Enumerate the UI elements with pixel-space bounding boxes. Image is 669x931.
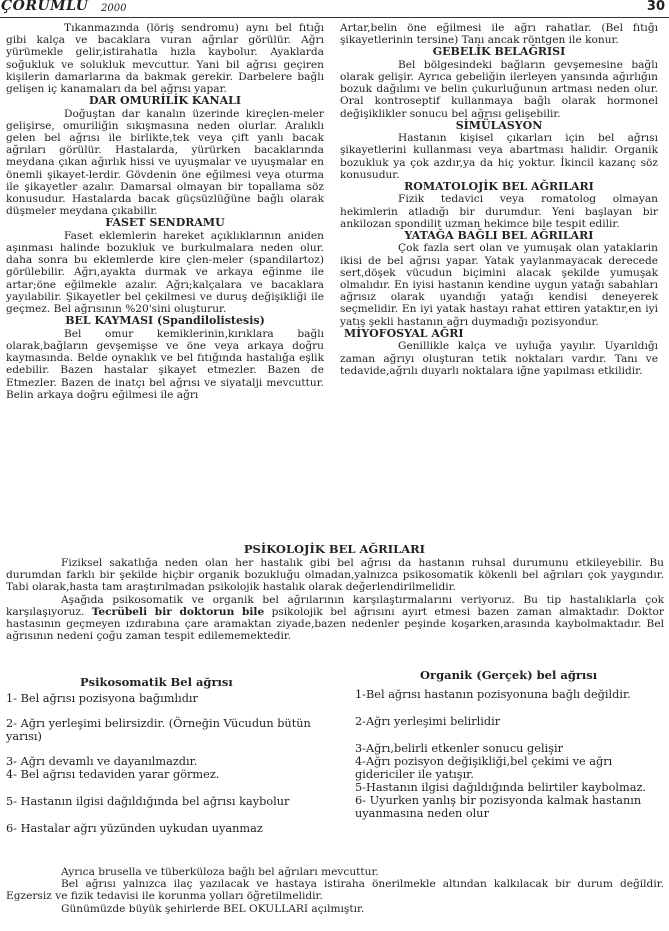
section-heading: DAR OMURİLİK KANALI bbox=[88, 94, 242, 108]
list-item: 1- Bel ağrısı pozisyona bağımlıdır bbox=[6, 692, 198, 705]
list-item: 6- Uyurken yanlış bir pozisyonda kalmak hastanın uyanmasına neden olur bbox=[355, 794, 642, 820]
paragraph: Doğuştan dar kanalın üzerinde kireçlen-meler gelişirse, omuriliğin sıkışmasına neden olurlar. Aralıklı gelen bel ağrısı ile birlikte,tek veya çift yanlı bacak ağrıları görülür. Hastalarda, yürürken bacaklarında meydana çıkan ağırlık hissi ve uyuşmalar ve uyuşmalar en önemli şikayet-lerdir. Gövdenin öne eğilmesi veya oturma ile şikayetler azalır. Damarsal olmayan bir topallama söz konusudur. Hastalarda bacak güçsüzlüğüne bağlı olarak düşmeler meydana çıkabilir. bbox=[6, 107, 324, 218]
paragraph: Hastanın kişisel çıkarları için bel ağrısı şikayetlerini kullanması veya abartması halidir. Organik bozukluk ya çok azdır,ya da hiç yoktur. İkincil kazanç söz konusudur. bbox=[340, 132, 658, 181]
closing-paragraph: Bel ağrısı yalnızca ilaç yazılacak ve hastaya istiraha önerilmekle altından kalkılacak bir durum değildir. Egzersiz ve fizik tedavisi ile korunma yolları öğretilmelidir. bbox=[6, 878, 664, 903]
paragraph: Çok fazla sert olan ve yumuşak olan yataklarin ikisi de bel ağrısı yapar. Yatak yaylanmayacak derecede sert,döşek vücudun biçimini alacak şekilde yumuşak olmalıdır. En iyisi hastanın kendine uygun yatağı sabahları ağrısız olarak uyandığı yatağı kendisi deneyerek seçmelidir. En iyi yatak hastayı rahat ettiren yataktır,en iyi yatış şekli hastanın ağrı duymadığı pozisyondur. bbox=[340, 242, 658, 328]
emphasis-text: Tecrübeli bir doktorun bile bbox=[91, 605, 265, 618]
list-item: 1-Bel ağrısı hastanın pozisyonuna bağlı değildir. bbox=[355, 688, 631, 701]
comparison-paragraph bbox=[6, 594, 664, 643]
closing-paragraph: Günümüzde büyük şehirlerde BEL OKULLARI açılmıştır. bbox=[61, 902, 365, 915]
list-item: 4- Bel ağrısı tedaviden yarar görmez. bbox=[6, 768, 220, 781]
section-heading: FASET SENDRAMU bbox=[105, 216, 225, 230]
comparison-text-end: psikolojik bel ağrısını ayırt etmesi bazen zaman almaktadır. Doktor hastasının geçmeyen ızdırabına çare aramaktan ziyade,bazen nedenler peşinde koşarken,arasında kaybolmaktadır. Bel ağrısının nedeni çoğu zaman tespit edilememektedir. bbox=[6, 605, 664, 643]
section-title-psikolojik: PSİKOLOJİK BEL AĞRILARI bbox=[243, 542, 426, 556]
intro-paragraph: Fiziksel sakatlığa neden olan her hastalık gibi bel ağrısı da hastanın ruhsal durumunu etkileyebilir. Bu durumdan farklı bir şekilde hiçbir organik bozukluğu olmadan,yalnızca psikosomatik kökenli bel ağrıları çok yaygındır. Tabi olarak,hasta tam araştırılmadan psikolojik hastalık olarak değerlendirilmelidir. bbox=[6, 557, 664, 594]
issue-year: 2000 bbox=[101, 3, 127, 14]
paragraph: Faset eklemlerin hareket açıklıklarının aniden aşınması halinde bozukluk ve burkulmalara neden olur. daha sonra bu eklemlerde kire çlen-meler (spandilartoz) görülebilir. Ağrı,ayakta durmak ve arkaya eğinme ile artar;öne eğilmekle azalır. Ağrı;kalçalara ve bacaklara yayılabilir. Şikayetler bel çekilmesi ve duruş değişikliği ile geçmez. Bel ağrısının %20'sini oluşturur. bbox=[6, 229, 324, 316]
page-header bbox=[0, 0, 669, 18]
right-column bbox=[340, 22, 658, 377]
list-item: 6- Hastalar ağrı yüzünden uykudan uyanmaz bbox=[6, 822, 263, 835]
list-item: 2-Ağrı yerleşimi belirlidir bbox=[355, 715, 501, 728]
paragraph: Bel omur kemiklerinin,kırıklara bağlı olarak,bağların gevşemişse ve öne veya arkaya doğru kaymasında. Belde oynaklık ve bel fıtığında hastalığa eşlik edebilir. Bazen hastalar şikayet etmezler. Bazen de Etmezler. Bazen de inatçı bel ağrısı ve siyatalji mevcuttur. Belin arkaya doğru eğilmesi ile ağrı bbox=[6, 327, 324, 401]
list-item: 3- Ağrı devamlı ve dayanılmazdır. bbox=[6, 755, 198, 768]
list-item: 3-Ağrı,belirli etkenler sonucu gelişir bbox=[355, 742, 563, 755]
paragraph: Fizik tedavici veya romatolog olmayan hekimlerin atladığı bir durumdur. Yeni başlayan bir ankilozan spondilit uzman hekimce bile tespit edilir. bbox=[340, 193, 658, 230]
section-heading: ROMATOLOJİK BEL AĞRILARI bbox=[404, 180, 594, 194]
section-heading: MİYOFOSYAL AĞRI bbox=[344, 326, 464, 340]
list-item: 4-Ağrı pozisyon değişikliği,bel çekimi ve ağrı gidericiler ile yatışır. bbox=[355, 755, 613, 781]
organik-list bbox=[355, 688, 665, 820]
list-item: 5-Hastanın ilgisi dağıldığında belirtiler kaybolmaz. bbox=[355, 781, 647, 794]
section-heading: SİMÜLASYON bbox=[455, 118, 543, 132]
organik-heading: Organik (Gerçek) bel ağrısı bbox=[420, 668, 598, 682]
list-item: 5- Hastanın ilgisi dağıldığında bel ağrısı kaybolur bbox=[6, 795, 290, 808]
left-column bbox=[6, 22, 324, 401]
section-heading: YATAĞA BAĞLI BEL AĞRILARI bbox=[404, 229, 594, 243]
psikosomatik-heading: Psikosomatik Bel ağrısı bbox=[80, 675, 233, 689]
closing-paragraph: Ayrıca brusella ve tüberküloza bağlı bel ağrıları mevcuttur. bbox=[61, 866, 379, 878]
magazine-logo: ÇORUMLU bbox=[1, 0, 89, 14]
psikolojik-intro bbox=[6, 557, 664, 642]
section-heading: GEBELİK BELAĞRISI bbox=[432, 45, 566, 59]
comparison-text-start: Aşağıda psikosomatik ve organik bel ağrılarının karşılaştırmalarını veriyoruz. Bu tip hastalıklarla çok karşılaşıyoruz. bbox=[6, 593, 664, 618]
page-number: 30 bbox=[646, 0, 665, 14]
paragraph: Artar,belin öne eğilmesi ile ağrı rahatlar. (Bel fıtığı şikayetlerinin tersine) Tanı ancak röntgen ile konur. bbox=[340, 22, 658, 47]
paragraph: Tıkanmazında (löriş sendromu) aynı bel fıtığı gibi kalça ve bacaklara vuran ağrılar görülür. Ağrı yürümekle gelir,istirahatla hızla kaybolur. Ayaklarda soğukluk ve solukluk mevcuttur. Yani bil ağrısı geçiren kişilerin damarlarına da bakmak gerekir. Darbelere bağlı gelişen iç kanamaları da bel ağrısı yapar. bbox=[6, 22, 324, 96]
psikosomatik-list bbox=[6, 692, 326, 835]
paragraph: Genillikle kalça ve uyluğa yayılır. Uyarıldığı zaman ağrıyı oluşturan tetik noktaları vardır. Tanı ve tedavide,ağrılı duyarlı noktalara iğne yapılması etkilidir. bbox=[340, 340, 658, 377]
list-item: 2- Ağrı yerleşimi belirsizdir. (Örneğin Vücudun bütün yarısı) bbox=[6, 717, 311, 743]
closing-notes bbox=[6, 866, 664, 915]
section-heading: BEL KAYMASI (Spandilolistesis) bbox=[65, 314, 265, 328]
paragraph: Bel bölgesindeki bağların gevşemesine bağlı olarak gelişir. Ayrıca gebeliğin ilerleyen yansında ağırlığın bozuk dağılımı ve belin çukurluğunun artması neden olur. Oral kontroseptif kullanmaya bağlı olarak hormonel değişiklikler sonucu bel ağrısı gelişebilir. bbox=[340, 58, 658, 120]
